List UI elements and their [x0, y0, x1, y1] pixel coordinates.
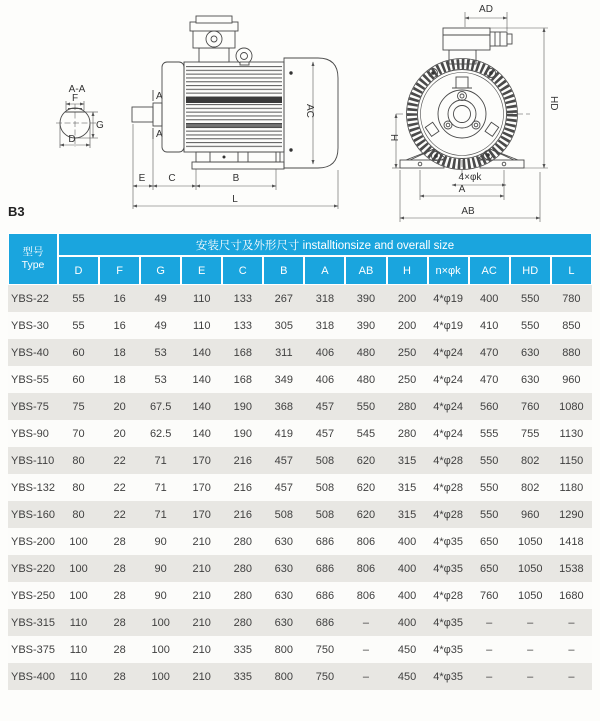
dim-cell: 18 [99, 366, 140, 393]
dim-cell: 686 [304, 609, 345, 636]
dim-ab-label: AB [461, 206, 475, 217]
dim-cell: – [551, 663, 592, 690]
dim-cell: – [510, 663, 551, 690]
dim-cell: 216 [222, 447, 263, 474]
dim-cell: 406 [304, 366, 345, 393]
dim-cell: 1680 [551, 582, 592, 609]
dim-cell: 560 [469, 393, 510, 420]
dim-cell: 280 [387, 393, 428, 420]
dim-cell: 100 [140, 663, 181, 690]
dim-cell: 4*φ35 [428, 528, 469, 555]
row-type: YBS-75 [8, 393, 58, 420]
dim-cell: 28 [99, 582, 140, 609]
dim-cell: 318 [304, 312, 345, 339]
dim-cell: 686 [304, 528, 345, 555]
dim-cell: 190 [222, 393, 263, 420]
dim-cell: 508 [304, 474, 345, 501]
dim-cell: 4*φ19 [428, 312, 469, 339]
dim-cell: 210 [181, 663, 222, 690]
dim-cell: 200 [387, 312, 428, 339]
column-header: AB [345, 256, 386, 285]
dim-cell: 480 [345, 366, 386, 393]
dim-cell: 133 [222, 285, 263, 312]
column-header: G [140, 256, 181, 285]
dim-cell: – [510, 609, 551, 636]
dim-cell: 750 [304, 636, 345, 663]
row-type: YBS-250 [8, 582, 58, 609]
dim-cell: 4*φ24 [428, 420, 469, 447]
type-column-header [8, 233, 58, 285]
dim-cell: 802 [510, 447, 551, 474]
type-header-en: Type [21, 259, 45, 271]
dim-cell: 71 [140, 447, 181, 474]
dim-cell: 630 [263, 609, 304, 636]
dim-cell: 802 [510, 474, 551, 501]
table-row [8, 312, 592, 339]
dim-cell: 1538 [551, 555, 592, 582]
dim-h-label: H [388, 134, 399, 142]
row-type: YBS-22 [8, 285, 58, 312]
dim-cell: 806 [345, 555, 386, 582]
table-row [8, 285, 592, 312]
dim-cell: 4*φ35 [428, 663, 469, 690]
dim-cell: 28 [99, 555, 140, 582]
terminal-box-top [443, 28, 512, 64]
dim-cell: 75 [58, 393, 99, 420]
dim-cell: 311 [263, 339, 304, 366]
dim-cell: 1290 [551, 501, 592, 528]
dim-cell: 450 [387, 663, 428, 690]
dim-cell: 4*φ35 [428, 636, 469, 663]
dim-cell: – [345, 663, 386, 690]
table-row [8, 447, 592, 474]
motor-dimension-drawings [0, 0, 600, 230]
dim-cell: 550 [510, 285, 551, 312]
dim-cell: 4*φ24 [428, 393, 469, 420]
column-header: L [551, 256, 592, 285]
row-type: YBS-40 [8, 339, 58, 366]
dim-cell: 480 [345, 339, 386, 366]
dim-cell: 508 [263, 501, 304, 528]
column-header: D [58, 256, 99, 285]
dim-cell: 90 [140, 555, 181, 582]
column-header: F [99, 256, 140, 285]
dim-cell: 267 [263, 285, 304, 312]
dim-cell: 470 [469, 366, 510, 393]
dim-cell: 210 [181, 555, 222, 582]
dim-cell: 4*φ35 [428, 609, 469, 636]
dim-cell: 100 [58, 528, 99, 555]
dim-cell: 55 [58, 285, 99, 312]
dim-cell: 280 [222, 609, 263, 636]
dim-cell: 170 [181, 474, 222, 501]
dim-cell: 80 [58, 447, 99, 474]
dim-ac-label: AC [304, 104, 315, 118]
dim-cell: 4*φ28 [428, 474, 469, 501]
dim-cell: 80 [58, 501, 99, 528]
dim-cell: 806 [345, 582, 386, 609]
dim-cell: 22 [99, 501, 140, 528]
bolt-hole-note: 4×φk [458, 172, 482, 183]
table-row [8, 501, 592, 528]
dim-cell: 28 [99, 609, 140, 636]
dim-cell: 55 [58, 312, 99, 339]
dim-cell: 630 [263, 555, 304, 582]
dim-cell: – [345, 609, 386, 636]
table-row [8, 582, 592, 609]
column-header: A [304, 256, 345, 285]
row-type: YBS-90 [8, 420, 58, 447]
dim-cell: 22 [99, 474, 140, 501]
dim-cell: 49 [140, 285, 181, 312]
dim-f-label: F [71, 93, 79, 104]
dim-cell: 140 [181, 366, 222, 393]
dim-cell: 1150 [551, 447, 592, 474]
dim-c-label: C [168, 173, 176, 184]
dim-cell: 28 [99, 528, 140, 555]
column-header: E [181, 256, 222, 285]
row-type: YBS-400 [8, 663, 58, 690]
dim-cell: 400 [387, 582, 428, 609]
table-row [8, 528, 592, 555]
motor-drawing-svg [0, 0, 600, 230]
dim-cell: 508 [304, 447, 345, 474]
dim-cell: 20 [99, 420, 140, 447]
dim-cell: 4*φ28 [428, 501, 469, 528]
dim-cell: 550 [510, 312, 551, 339]
dim-cell: 280 [222, 582, 263, 609]
dim-cell: 100 [140, 609, 181, 636]
dim-cell: – [469, 636, 510, 663]
dim-cell: 16 [99, 285, 140, 312]
dim-cell: 4*φ35 [428, 555, 469, 582]
dim-cell: 280 [222, 528, 263, 555]
motor-end-view [388, 4, 559, 222]
dim-cell: 550 [469, 474, 510, 501]
dim-l-label: L [232, 194, 238, 205]
dim-g-label: G [96, 120, 104, 131]
dim-cell: 4*φ24 [428, 339, 469, 366]
motor-side-view [56, 16, 338, 209]
dim-cell: 686 [304, 582, 345, 609]
column-header: B [263, 256, 304, 285]
dim-cell: 806 [345, 528, 386, 555]
shaft-section-detail [56, 84, 104, 148]
mounting-code-b3: B3 [8, 204, 25, 219]
dim-cell: 210 [181, 582, 222, 609]
dim-cell: 650 [469, 528, 510, 555]
dim-cell: 18 [99, 339, 140, 366]
dim-cell: 4*φ19 [428, 285, 469, 312]
row-type: YBS-200 [8, 528, 58, 555]
dim-cell: 168 [222, 366, 263, 393]
dim-cell: 280 [387, 420, 428, 447]
dim-cell: 457 [263, 474, 304, 501]
dim-cell: 755 [510, 420, 551, 447]
table-row [8, 420, 592, 447]
column-header: HD [510, 256, 551, 285]
dim-cell: 400 [387, 528, 428, 555]
dim-cell: 318 [304, 285, 345, 312]
dim-cell: 880 [551, 339, 592, 366]
dim-cell: 110 [58, 636, 99, 663]
row-type: YBS-55 [8, 366, 58, 393]
dim-cell: 550 [469, 501, 510, 528]
dim-cell: 390 [345, 285, 386, 312]
table-row [8, 663, 592, 690]
dim-hd-label: HD [548, 96, 559, 111]
table-row [8, 339, 592, 366]
dim-cell: 140 [181, 393, 222, 420]
dim-cell: 335 [222, 636, 263, 663]
row-type: YBS-110 [8, 447, 58, 474]
dim-cell: 250 [387, 366, 428, 393]
dim-cell: 620 [345, 474, 386, 501]
dim-cell: 133 [222, 312, 263, 339]
section-label: A-A [68, 84, 86, 95]
column-header: H [387, 256, 428, 285]
table-row [8, 366, 592, 393]
row-type: YBS-160 [8, 501, 58, 528]
dim-cell: 457 [263, 447, 304, 474]
dim-b-label: B [232, 173, 240, 184]
column-header-row [8, 256, 592, 285]
dim-cell: 620 [345, 447, 386, 474]
dim-cell: 960 [551, 366, 592, 393]
dim-cell: – [510, 636, 551, 663]
dim-cell: 1418 [551, 528, 592, 555]
dim-cell: 140 [181, 420, 222, 447]
dim-cell: 630 [263, 528, 304, 555]
dim-cell: 630 [263, 582, 304, 609]
table-body [8, 285, 592, 690]
table-row [8, 609, 592, 636]
section-mark-a-bottom: A [156, 129, 163, 140]
dim-cell: 335 [222, 663, 263, 690]
dim-cell: 850 [551, 312, 592, 339]
dim-cell: – [469, 609, 510, 636]
dim-cell: 4*φ28 [428, 582, 469, 609]
dim-cell: 60 [58, 366, 99, 393]
dim-cell: 1130 [551, 420, 592, 447]
dim-cell: 450 [387, 636, 428, 663]
dim-e-label: E [138, 173, 146, 184]
dim-ad-label: AD [479, 4, 493, 15]
dim-cell: 470 [469, 339, 510, 366]
dim-cell: 60 [58, 339, 99, 366]
dim-cell: 280 [222, 555, 263, 582]
dim-cell: 4*φ24 [428, 366, 469, 393]
dim-cell: 305 [263, 312, 304, 339]
dim-cell: 1050 [510, 555, 551, 582]
dim-cell: 110 [181, 312, 222, 339]
dim-a-label: A [458, 184, 466, 195]
dim-cell: 170 [181, 447, 222, 474]
dim-cell: – [551, 609, 592, 636]
dim-cell: 400 [387, 555, 428, 582]
dim-cell: 760 [469, 582, 510, 609]
table-row [8, 555, 592, 582]
dim-cell: 630 [510, 339, 551, 366]
dim-cell: 406 [304, 339, 345, 366]
dim-cell: 315 [387, 501, 428, 528]
dim-cell: 100 [58, 555, 99, 582]
dim-cell: 90 [140, 528, 181, 555]
dim-cell: 22 [99, 447, 140, 474]
dim-cell: 170 [181, 501, 222, 528]
dim-cell: 1050 [510, 528, 551, 555]
dim-cell: – [469, 663, 510, 690]
dim-cell: 210 [181, 528, 222, 555]
dim-cell: 110 [181, 285, 222, 312]
dim-cell: 1180 [551, 474, 592, 501]
dimension-table [8, 233, 592, 690]
dim-cell: 4*φ28 [428, 447, 469, 474]
dim-cell: 555 [469, 420, 510, 447]
dim-cell: 390 [345, 312, 386, 339]
dim-cell: 400 [469, 285, 510, 312]
type-header-zh: 型号 [22, 245, 44, 258]
dim-cell: 53 [140, 339, 181, 366]
dim-cell: 90 [140, 582, 181, 609]
dim-cell: – [551, 636, 592, 663]
dim-cell: 28 [99, 663, 140, 690]
dim-cell: 216 [222, 474, 263, 501]
dim-cell: 16 [99, 312, 140, 339]
dim-cell: 419 [263, 420, 304, 447]
dim-cell: 545 [345, 420, 386, 447]
row-type: YBS-220 [8, 555, 58, 582]
dim-cell: 410 [469, 312, 510, 339]
dim-cell: 49 [140, 312, 181, 339]
column-header: C [222, 256, 263, 285]
table-row [8, 393, 592, 420]
dim-cell: 1080 [551, 393, 592, 420]
dim-cell: 70 [58, 420, 99, 447]
dim-cell: 100 [58, 582, 99, 609]
table-row [8, 474, 592, 501]
dim-cell: 457 [304, 393, 345, 420]
dim-cell: 190 [222, 420, 263, 447]
dim-cell: 760 [510, 393, 551, 420]
row-type: YBS-132 [8, 474, 58, 501]
dim-cell: 216 [222, 501, 263, 528]
row-type: YBS-375 [8, 636, 58, 663]
dim-cell: 800 [263, 663, 304, 690]
dim-cell: 67.5 [140, 393, 181, 420]
dim-cell: 110 [58, 663, 99, 690]
table-header [8, 233, 592, 285]
dim-cell: 368 [263, 393, 304, 420]
row-type: YBS-315 [8, 609, 58, 636]
table-row [8, 636, 592, 663]
dim-cell: 550 [345, 393, 386, 420]
row-type: YBS-30 [8, 312, 58, 339]
dim-cell: 210 [181, 609, 222, 636]
dim-cell: 1050 [510, 582, 551, 609]
dim-cell: 250 [387, 339, 428, 366]
dim-cell: 457 [304, 420, 345, 447]
column-header: n×φk [428, 256, 469, 285]
dim-cell: 315 [387, 474, 428, 501]
dim-cell: 62.5 [140, 420, 181, 447]
dim-cell: 750 [304, 663, 345, 690]
section-mark-a-top: A [156, 91, 163, 102]
dim-cell: 168 [222, 339, 263, 366]
dim-cell: – [345, 636, 386, 663]
group-header-row [8, 233, 592, 256]
terminal-box-side [190, 16, 238, 62]
dim-cell: 28 [99, 636, 140, 663]
column-header: AC [469, 256, 510, 285]
dim-cell: 200 [387, 285, 428, 312]
dim-cell: 140 [181, 339, 222, 366]
dim-d-label: D [68, 134, 76, 145]
dim-cell: 110 [58, 609, 99, 636]
dim-cell: 71 [140, 474, 181, 501]
dim-cell: 780 [551, 285, 592, 312]
dim-cell: 550 [469, 447, 510, 474]
dim-cell: 100 [140, 636, 181, 663]
dim-cell: 508 [304, 501, 345, 528]
group-header: 安装尺寸及外形尺寸 installtionsize and overall size [58, 233, 592, 256]
dim-cell: 630 [510, 366, 551, 393]
dim-cell: 650 [469, 555, 510, 582]
dim-cell: 53 [140, 366, 181, 393]
dim-cell: 800 [263, 636, 304, 663]
dim-cell: 960 [510, 501, 551, 528]
dim-cell: 686 [304, 555, 345, 582]
dim-cell: 349 [263, 366, 304, 393]
dim-cell: 400 [387, 609, 428, 636]
dim-cell: 210 [181, 636, 222, 663]
dim-cell: 71 [140, 501, 181, 528]
dim-cell: 80 [58, 474, 99, 501]
dim-cell: 620 [345, 501, 386, 528]
dim-cell: 20 [99, 393, 140, 420]
dim-cell: 315 [387, 447, 428, 474]
